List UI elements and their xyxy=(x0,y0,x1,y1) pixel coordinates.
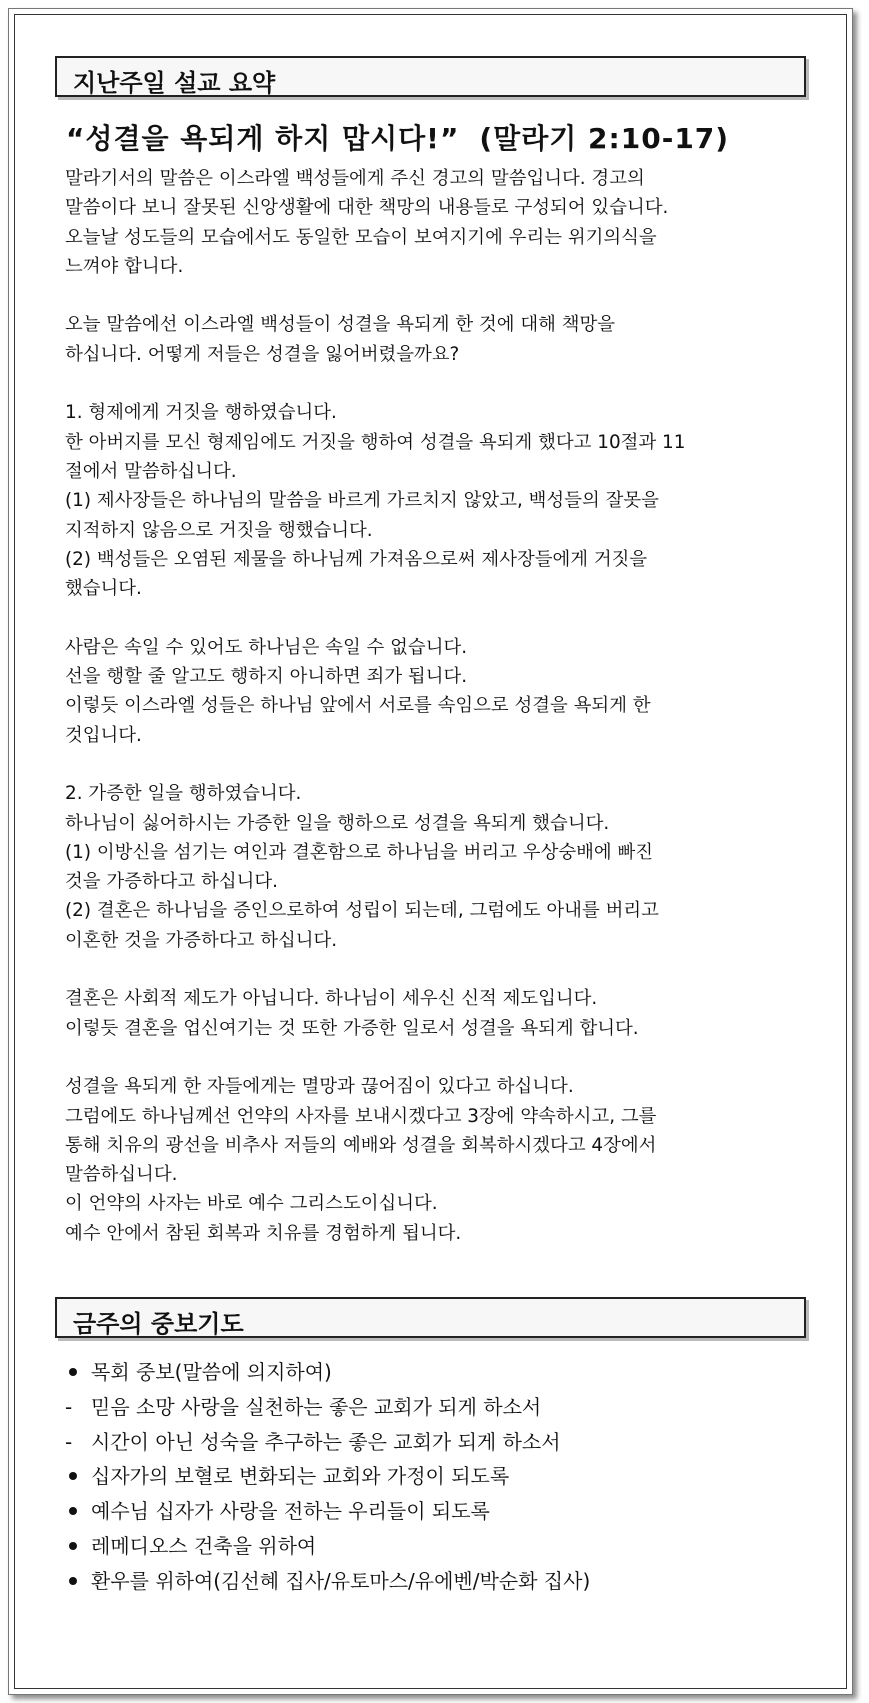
sermon-line: 예수 안에서 참된 회복과 치유를 경험하게 됩니다. xyxy=(65,1222,462,1244)
sermon-line: 1. 형제에게 거짓을 행하였습니다. xyxy=(65,402,337,424)
sermon-line: 말씀하십니다. xyxy=(65,1164,178,1186)
prayer-item xyxy=(65,1564,590,1599)
sermon-line: 했습니다. xyxy=(65,578,142,600)
dash-marker: - xyxy=(65,1429,73,1454)
paragraph-gap xyxy=(65,955,815,984)
dash-marker: - xyxy=(65,1394,73,1419)
prayer-header xyxy=(55,1297,806,1338)
bullet-icon xyxy=(65,1494,91,1529)
sermon-line: 통해 치유의 광선을 비추사 저들의 예배와 성결을 회복하시겠다고 4장에서 xyxy=(65,1134,657,1156)
sermon-line: 것입니다. xyxy=(65,724,142,746)
prayer-item-text: 목회 중보(말씀에 의지하여) xyxy=(91,1360,332,1384)
bullet-icon xyxy=(65,1529,91,1564)
paragraph-gap xyxy=(65,603,815,632)
sermon-line: 절에서 말씀하십니다. xyxy=(65,460,237,482)
bullet-dot-icon xyxy=(69,1507,77,1515)
prayer-item xyxy=(65,1494,590,1529)
sermon-line: 이렇듯 결혼을 업신여기는 것 또한 가증한 일로서 성결을 욕되게 합니다. xyxy=(65,1017,639,1039)
bullet-dot-icon xyxy=(69,1368,77,1376)
prayer-item-text: 믿음 소망 사랑을 실천하는 좋은 교회가 되게 하소서 xyxy=(91,1394,542,1419)
prayer-item xyxy=(65,1355,590,1390)
prayer-item-text: 레메디오스 건축을 위하여 xyxy=(91,1533,317,1558)
sermon-line: (2) 결혼은 하나님을 증인으로하여 성립이 되는데, 그럼에도 아내를 버리고 xyxy=(65,900,659,922)
prayer-item xyxy=(65,1390,590,1425)
paragraph-gap xyxy=(65,1043,815,1072)
paragraph-gap xyxy=(65,369,815,398)
sermon-title-text: “성결을 욕되게 하지 맙시다!” xyxy=(66,122,460,155)
sermon-body xyxy=(65,164,815,1248)
bullet-dot-icon xyxy=(69,1542,77,1550)
sermon-line: 선을 행할 줄 알고도 행하지 아니하면 죄가 됩니다. xyxy=(65,666,468,688)
prayer-item xyxy=(65,1425,590,1460)
bullet-icon xyxy=(65,1459,91,1494)
prayer-item xyxy=(65,1459,590,1494)
sermon-line: 2. 가증한 일을 행하였습니다. xyxy=(65,783,302,805)
sermon-line: 오늘날 성도들의 모습에서도 동일한 모습이 보여지기에 우리는 위기의식을 xyxy=(65,226,657,248)
sermon-line: 말라기서의 말씀은 이스라엘 백성들에게 주신 경고의 말씀입니다. 경고의 xyxy=(65,168,645,189)
bullet-dot-icon xyxy=(69,1577,77,1585)
sermon-line: 하십니다. 어떻게 저들은 성결을 잃어버렸을까요? xyxy=(65,343,460,365)
sermon-line: 하나님이 싫어하시는 가증한 일을 행하으로 성결을 욕되게 했습니다. xyxy=(65,812,610,834)
sermon-line: 지적하지 않음으로 거짓을 행했습니다. xyxy=(65,519,373,541)
sermon-line: 말씀이다 보니 잘못된 신앙생활에 대한 책망의 내용들로 구성되어 있습니다. xyxy=(65,197,669,219)
bullet-icon xyxy=(65,1564,91,1599)
paragraph-gap xyxy=(65,281,815,310)
sermon-line: (1) 이방신을 섬기는 여인과 결혼함으로 하나님을 버리고 우상숭배에 빠진 xyxy=(65,841,654,863)
scripture-reference: (말라기 2:10-17) xyxy=(479,122,730,155)
sermon-line: 오늘 말씀에선 이스라엘 백성들이 성결을 욕되게 한 것에 대해 책망을 xyxy=(65,314,616,336)
sermon-line: 결혼은 사회적 제도가 아닙니다. 하나님이 세우신 신적 제도입니다. xyxy=(65,988,598,1010)
prayer-heading: 금주의 중보기도 xyxy=(73,1310,244,1338)
sermon-summary-heading: 지난주일 설교 요약 xyxy=(73,69,276,97)
sermon-line: 이 언약의 사자는 바로 예수 그리스도이십니다. xyxy=(65,1193,438,1215)
prayer-item xyxy=(65,1529,590,1564)
sermon-line: (2) 백성들은 오염된 제물을 하나님께 가져옴으로써 제사장들에게 거짓을 xyxy=(65,548,648,570)
sermon-line: 느껴야 합니다. xyxy=(65,255,184,277)
bullet-icon xyxy=(65,1355,91,1390)
prayer-item-text: 예수님 십자가 사랑을 전하는 우리들이 되도록 xyxy=(91,1499,490,1524)
prayer-item-text: 시간이 아닌 성숙을 추구하는 좋은 교회가 되게 하소서 xyxy=(91,1429,561,1454)
sermon-line: (1) 제사장들은 하나님의 말씀을 바르게 가르치지 않았고, 백성들의 잘못을 xyxy=(65,490,659,512)
sermon-line: 사람은 속일 수 있어도 하나님은 속일 수 없습니다. xyxy=(65,636,468,658)
sermon-line: 성결을 욕되게 한 자들에게는 멸망과 끊어짐이 있다고 하십니다. xyxy=(65,1076,574,1098)
sermon-line: 그럼에도 하나님께선 언약의 사자를 보내시겠다고 3장에 약속하시고, 그를 xyxy=(65,1105,657,1127)
prayer-list xyxy=(65,1355,590,1599)
sermon-title xyxy=(66,117,729,157)
prayer-item-text: 십자가의 보혈로 변화되는 교회와 가정이 되도록 xyxy=(91,1464,510,1489)
sermon-line: 이혼한 것을 가증하다고 하십니다. xyxy=(65,929,338,951)
sermon-line: 것을 가증하다고 하십니다. xyxy=(65,871,278,893)
sermon-summary-header xyxy=(55,56,806,97)
sermon-line: 한 아버지를 모신 형제임에도 거짓을 행하여 성결을 욕되게 했다고 10절과 11 xyxy=(65,431,686,453)
paragraph-gap xyxy=(65,750,815,779)
prayer-item-text: 환우를 위하여(김선혜 집사/유토마스/유에벤/박순화 집사) xyxy=(91,1568,591,1593)
bullet-dot-icon xyxy=(69,1472,77,1480)
sermon-line: 이렇듯 이스라엘 성들은 하나님 앞에서 서로를 속임으로 성결을 욕되게 한 xyxy=(65,695,651,717)
